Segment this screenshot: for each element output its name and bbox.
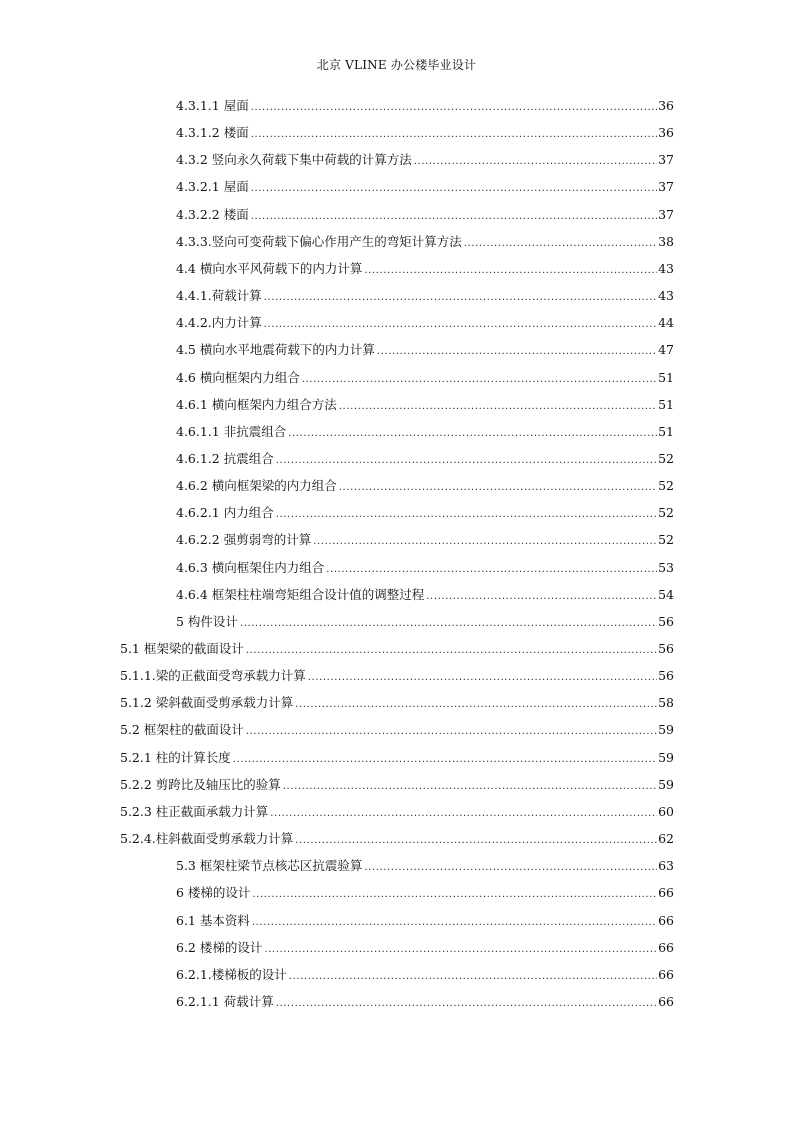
toc-page-number: 43	[658, 260, 674, 276]
toc-dot-leader	[246, 718, 657, 745]
toc-entry-title: 5.1 框架梁的截面设计	[120, 641, 244, 656]
toc-entry-title: 4.4.1.荷载计算	[176, 288, 262, 304]
page-header: 北京 VLINE 办公楼毕业设计	[316, 58, 477, 72]
toc-entry-title: 5 构件设计	[176, 613, 238, 629]
toc-entry[interactable]	[176, 255, 674, 282]
toc-dot-leader	[308, 664, 657, 691]
toc-entry[interactable]	[120, 771, 674, 798]
toc-entry[interactable]	[120, 635, 674, 662]
toc-entry-title: 4.3.2.1 屋面	[176, 179, 249, 195]
toc-page-number: 43	[658, 288, 674, 304]
toc-entry[interactable]	[120, 825, 674, 852]
toc-dot-leader	[326, 556, 657, 583]
toc-entry-title: 5.3 框架柱梁节点核芯区抗震验算	[176, 858, 363, 874]
toc-entry[interactable]	[176, 201, 674, 228]
toc-page-number: 52	[658, 450, 674, 466]
toc-entry-title: 6.2.1.1 荷载计算	[176, 993, 274, 1009]
toc-entry-title: 5.2.2 剪跨比及轴压比的验算	[120, 776, 281, 792]
toc-entry[interactable]	[120, 662, 674, 689]
toc-entry-title: 4.6.1.2 抗震组合	[176, 450, 274, 466]
toc-dot-leader	[264, 936, 657, 963]
toc-page-number: 37	[658, 179, 674, 195]
toc-page-number: 51	[658, 369, 674, 385]
toc-entry[interactable]	[176, 907, 674, 934]
toc-entry-title: 4.6.4 框架柱柱端弯矩组合设计值的调整过程	[176, 586, 425, 602]
toc-page-number: 60	[658, 803, 674, 819]
toc-page-number: 66	[658, 993, 674, 1009]
toc-page-number: 52	[658, 532, 674, 548]
toc-page-number: 59	[658, 776, 674, 792]
toc-entry[interactable]	[176, 526, 674, 553]
toc-entry[interactable]	[120, 689, 674, 716]
toc-entry[interactable]	[176, 852, 674, 879]
toc-dot-leader	[289, 963, 657, 990]
toc-entry[interactable]	[176, 445, 674, 472]
toc-entry-title: 4.6.1 横向框架内力组合方法	[176, 396, 337, 412]
toc-dot-leader	[270, 800, 657, 827]
toc-entry[interactable]	[176, 336, 674, 363]
toc-dot-leader	[364, 257, 657, 284]
toc-page-number: 62	[658, 831, 674, 847]
toc-page-number: 66	[658, 885, 674, 901]
toc-page-number: 44	[658, 315, 674, 331]
toc-page-number: 37	[658, 152, 674, 168]
toc-entry[interactable]	[176, 961, 674, 988]
toc-dot-leader	[264, 284, 657, 311]
toc-entry[interactable]	[176, 364, 674, 391]
toc-entry-title: 4.5 横向水平地震荷载下的内力计算	[176, 342, 375, 358]
toc-entry-title: 4.3.2.2 楼面	[176, 206, 249, 222]
toc-dot-leader	[288, 420, 657, 447]
toc-dot-leader	[302, 366, 657, 393]
toc-page-number: 37	[658, 206, 674, 222]
toc-entry[interactable]	[176, 391, 674, 418]
toc-entry[interactable]	[176, 581, 674, 608]
toc-entry-title: 4.6.2 横向框架梁的内力组合	[176, 478, 337, 494]
toc-dot-leader	[233, 746, 657, 773]
toc-page-number: 56	[658, 641, 674, 656]
toc-dot-leader	[276, 501, 657, 528]
toc-entry[interactable]	[176, 228, 674, 255]
toc-entry[interactable]	[176, 472, 674, 499]
toc-entry-title: 6.2 楼梯的设计	[176, 939, 263, 955]
toc-entry-title: 4.3.2 竖向永久荷载下集中荷载的计算方法	[176, 152, 412, 168]
toc-dot-leader	[313, 528, 657, 555]
toc-entry-title: 5.2.3 柱正截面承载力计算	[120, 803, 269, 819]
toc-page-number: 59	[658, 749, 674, 765]
toc-entry-title: 6.2.1.楼梯板的设计	[176, 966, 287, 982]
toc-entry[interactable]	[176, 146, 674, 173]
toc-page-number: 38	[658, 233, 674, 249]
toc-entry-title: 5.1.2 梁斜截面受剪承载力计算	[120, 695, 294, 711]
toc-entry[interactable]	[176, 554, 674, 581]
toc-dot-leader	[264, 311, 657, 338]
toc-page-number: 52	[658, 505, 674, 521]
toc-page-number: 51	[658, 396, 674, 412]
toc-entry-title: 5.2.4.柱斜截面受剪承载力计算	[120, 831, 294, 847]
toc-entry[interactable]	[176, 282, 674, 309]
toc-dot-leader	[251, 94, 657, 121]
toc-dot-leader	[251, 121, 657, 148]
toc-entry[interactable]	[176, 879, 674, 906]
toc-dot-leader	[339, 474, 657, 501]
toc-dot-leader	[377, 338, 657, 365]
toc-dot-leader	[251, 203, 657, 230]
toc-page-number: 36	[658, 98, 674, 113]
toc-page-number: 59	[658, 722, 674, 738]
toc-entry-title: 4.6 横向框架内力组合	[176, 369, 300, 385]
toc-entry-title: 4.6.2.2 强剪弱弯的计算	[176, 532, 312, 548]
toc-page-number: 47	[658, 342, 674, 358]
toc-entry[interactable]	[176, 988, 674, 1015]
toc-entry[interactable]	[176, 418, 674, 445]
toc-page-number: 52	[658, 478, 674, 494]
toc-page-number: 36	[658, 125, 674, 141]
toc-page-number: 54	[658, 586, 674, 602]
toc-entry[interactable]	[120, 798, 674, 825]
toc-dot-leader	[426, 583, 657, 610]
toc-entry-title: 6 楼梯的设计	[176, 885, 251, 901]
toc-entry-title: 4.3.3.竖向可变荷载下偏心作用产生的弯矩计算方法	[176, 233, 462, 249]
toc-page-number: 58	[658, 695, 674, 711]
toc-entry-title: 5.2.1 柱的计算长度	[120, 749, 231, 765]
toc-entry-title: 4.6.1.1 非抗震组合	[176, 423, 287, 439]
toc-dot-leader	[252, 909, 657, 936]
toc-entry-title: 4.6.3 横向框架住内力组合	[176, 559, 325, 575]
toc-dot-leader	[283, 773, 657, 800]
toc-entry[interactable]	[120, 716, 674, 743]
toc-entry-title: 4.4.2.内力计算	[176, 315, 262, 331]
toc-dot-leader	[295, 827, 657, 854]
toc-page-number: 66	[658, 912, 674, 928]
toc-dot-leader	[246, 637, 657, 664]
toc-entry-title: 4.4 横向水平风荷载下的内力计算	[176, 260, 363, 276]
toc-entry-title: 5.2 框架柱的截面设计	[120, 722, 244, 738]
toc-entry[interactable]	[176, 934, 674, 961]
toc-entry-title: 4.3.1.2 楼面	[176, 125, 249, 141]
toc-dot-leader	[464, 230, 657, 257]
toc-page-number: 51	[658, 423, 674, 439]
toc-dot-leader	[276, 447, 657, 474]
toc-entry[interactable]	[176, 608, 674, 635]
toc-entry[interactable]	[176, 499, 674, 526]
toc-dot-leader	[251, 175, 657, 202]
toc-dot-leader	[364, 854, 657, 881]
toc-entry-title: 6.1 基本资料	[176, 912, 250, 928]
toc-entry[interactable]	[176, 92, 674, 119]
toc-entry[interactable]	[176, 173, 674, 200]
toc-entry[interactable]	[120, 744, 674, 771]
toc-dot-leader	[414, 148, 657, 175]
toc-page-number: 56	[658, 668, 674, 684]
toc-entry-title: 4.3.1.1 屋面	[176, 98, 249, 113]
toc-page-number: 66	[658, 966, 674, 982]
toc-entry[interactable]	[176, 309, 674, 336]
toc-dot-leader	[240, 610, 657, 637]
toc-dot-leader	[276, 990, 657, 1017]
toc-dot-leader	[252, 881, 657, 908]
toc-page-number: 53	[658, 559, 674, 575]
toc-page-number: 63	[658, 858, 674, 874]
toc-entry[interactable]	[176, 119, 674, 146]
toc-page-number: 56	[658, 613, 674, 629]
toc-entry-title: 5.1.1.梁的正截面受弯承载力计算	[120, 668, 306, 684]
toc-dot-leader	[295, 691, 657, 718]
toc-dot-leader	[339, 393, 657, 420]
toc-entry-title: 4.6.2.1 内力组合	[176, 505, 274, 521]
toc-page-number: 66	[658, 939, 674, 955]
